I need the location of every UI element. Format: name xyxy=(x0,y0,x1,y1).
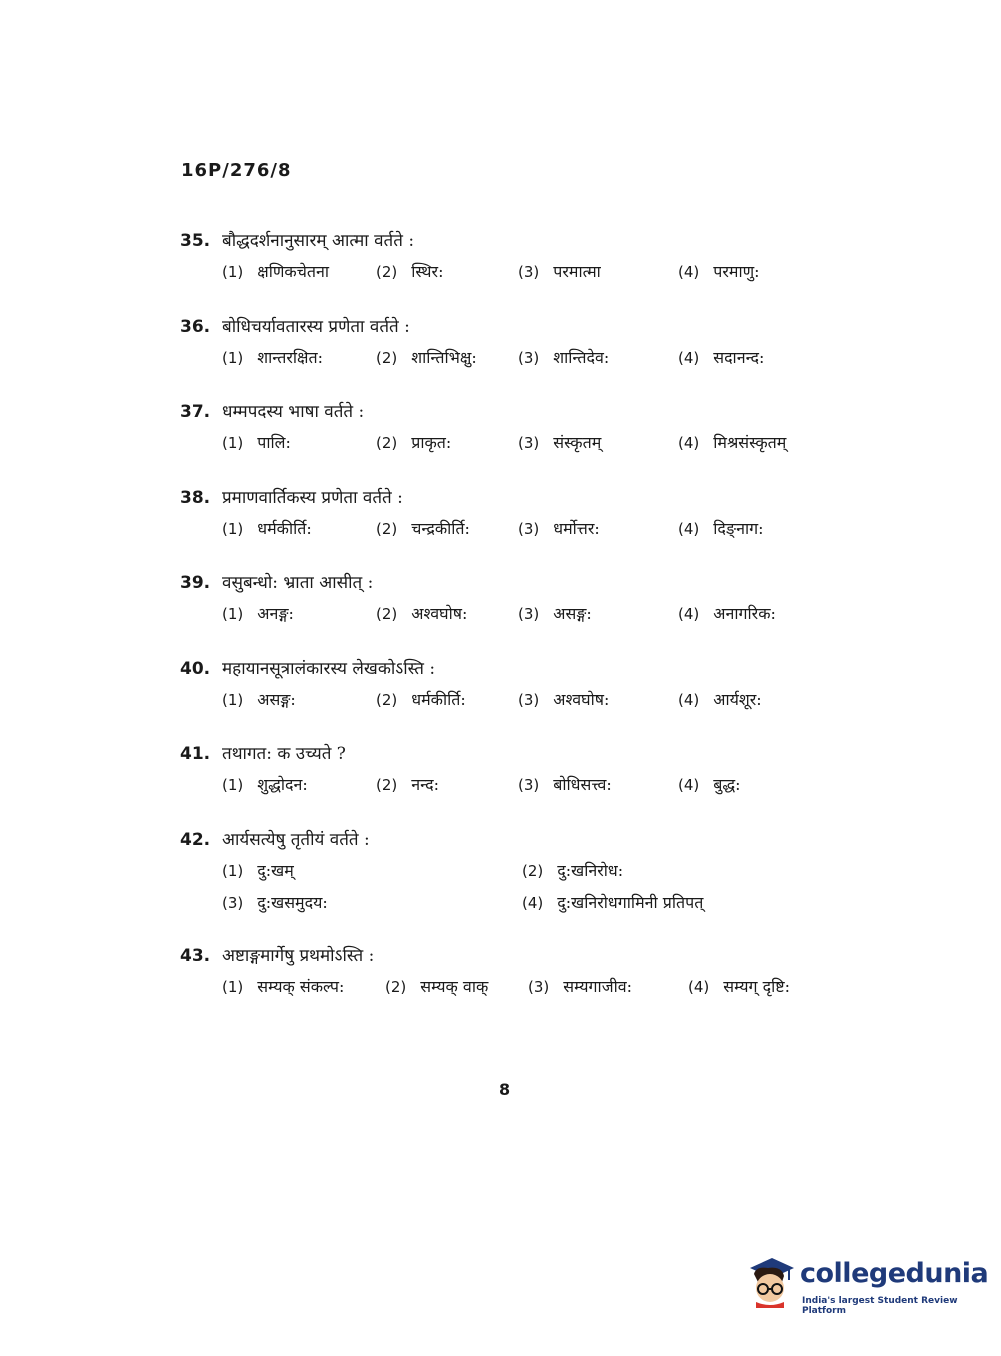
question-text: आर्यसत्येषु तृतीयं वर्तते : xyxy=(222,829,370,850)
collegedunia-logo-icon xyxy=(742,1252,798,1308)
paper-code: 16P/276/8 xyxy=(181,160,292,181)
question-number: 42. xyxy=(180,829,211,850)
question-41 xyxy=(180,741,840,827)
question-text: महायानसूत्रालंकारस्य लेखकोऽस्ति : xyxy=(222,658,436,679)
option-1: (1) धर्मकीर्ति: xyxy=(222,518,312,538)
option-4: (4) सदानन्द: xyxy=(678,347,765,367)
brand-watermark xyxy=(742,1248,989,1318)
option-2: (2) स्थिर: xyxy=(376,262,444,281)
option-4: (4) आर्यशूर: xyxy=(678,689,762,709)
question-text: बौद्धदर्शनानुसारम् आत्मा वर्तते : xyxy=(222,231,415,251)
option-1: (1) पालि: xyxy=(222,433,291,452)
option-3: (3) बोधिसत्त्व: xyxy=(518,775,612,794)
option-3: (3) संस्कृतम् xyxy=(518,433,602,452)
option-2: (2) नन्द: xyxy=(376,775,439,794)
option-4: (4) मिश्रसंस्कृतम् xyxy=(678,433,787,452)
option-4: (4) सम्यग् दृष्टि: xyxy=(688,976,791,996)
option-3: (3) धर्मोत्तर: xyxy=(518,518,600,538)
page-number: 8 xyxy=(499,1080,511,1099)
option-4: (4) अनागरिक: xyxy=(678,604,776,623)
question-number: 36. xyxy=(180,316,211,337)
option-3: (3) शान्तिदेव: xyxy=(518,347,610,367)
question-number: 40. xyxy=(180,658,211,679)
brand-tagline: India's largest Student Review Platform xyxy=(802,1296,958,1316)
option-4: (4) परमाणु: xyxy=(678,262,760,281)
question-text: प्रमाणवार्तिकस्य प्रणेता वर्तते : xyxy=(222,487,403,508)
option-2: (2) धर्मकीर्ति: xyxy=(376,689,466,709)
question-number: 41. xyxy=(180,744,211,764)
option-2: (2) अश्वघोष: xyxy=(376,604,468,623)
question-list xyxy=(180,228,840,1028)
option-1: (1) अनङ्ग: xyxy=(222,604,294,623)
option-4: (4) दिङ्नाग: xyxy=(678,518,764,538)
question-text: धम्मपदस्य भाषा वर्तते : xyxy=(222,402,365,422)
option-4: (4) बुद्ध: xyxy=(678,775,741,794)
question-35 xyxy=(180,228,840,314)
question-36 xyxy=(180,314,840,400)
question-number: 35. xyxy=(180,231,211,251)
option-1: (1) शुद्धोदन: xyxy=(222,775,308,794)
brand-name: collegedunia xyxy=(800,1258,989,1289)
option-1: (1) क्षणिकचेतना xyxy=(222,262,330,281)
option-3: (3) अश्वघोष: xyxy=(518,689,610,709)
option-1: (1) सम्यक् संकल्प: xyxy=(222,976,345,996)
option-2: (2) प्राकृत: xyxy=(376,433,452,452)
question-number: 38. xyxy=(180,487,211,508)
option-3: (3) परमात्मा xyxy=(518,262,601,281)
option-3: (3) असङ्ग: xyxy=(518,604,592,623)
question-text: तथागत: क उच्यते ? xyxy=(222,744,346,764)
question-number: 39. xyxy=(180,573,211,593)
question-43 xyxy=(180,943,840,1029)
question-number: 37. xyxy=(180,402,211,422)
option-1: (1) दु:खम् xyxy=(222,860,294,880)
option-2: (2) चन्द्रकीर्ति: xyxy=(376,518,470,538)
option-2: (2) दु:खनिरोध: xyxy=(522,860,624,880)
question-38 xyxy=(180,485,840,571)
option-2: (2) सम्यक् वाक् xyxy=(385,976,489,996)
question-39 xyxy=(180,570,840,656)
question-40 xyxy=(180,656,840,742)
option-1: (1) शान्तरक्षित: xyxy=(222,347,323,367)
question-37 xyxy=(180,399,840,485)
question-text: अष्टाङ्गमार्गेषु प्रथमोऽस्ति : xyxy=(222,945,375,966)
question-42 xyxy=(180,827,840,943)
question-text: वसुबन्धो: भ्राता आसीत् : xyxy=(222,573,374,593)
question-text: बोधिचर्यावतारस्य प्रणेता वर्तते : xyxy=(222,316,410,337)
option-3: (3) दु:खसमुदय: xyxy=(222,892,328,912)
option-3: (3) सम्यगाजीव: xyxy=(528,976,633,996)
option-4: (4) दु:खनिरोधगामिनी प्रतिपत् xyxy=(522,892,704,912)
question-number: 43. xyxy=(180,945,211,966)
option-2: (2) शान्तिभिक्षु: xyxy=(376,347,477,367)
option-1: (1) असङ्ग: xyxy=(222,689,296,709)
